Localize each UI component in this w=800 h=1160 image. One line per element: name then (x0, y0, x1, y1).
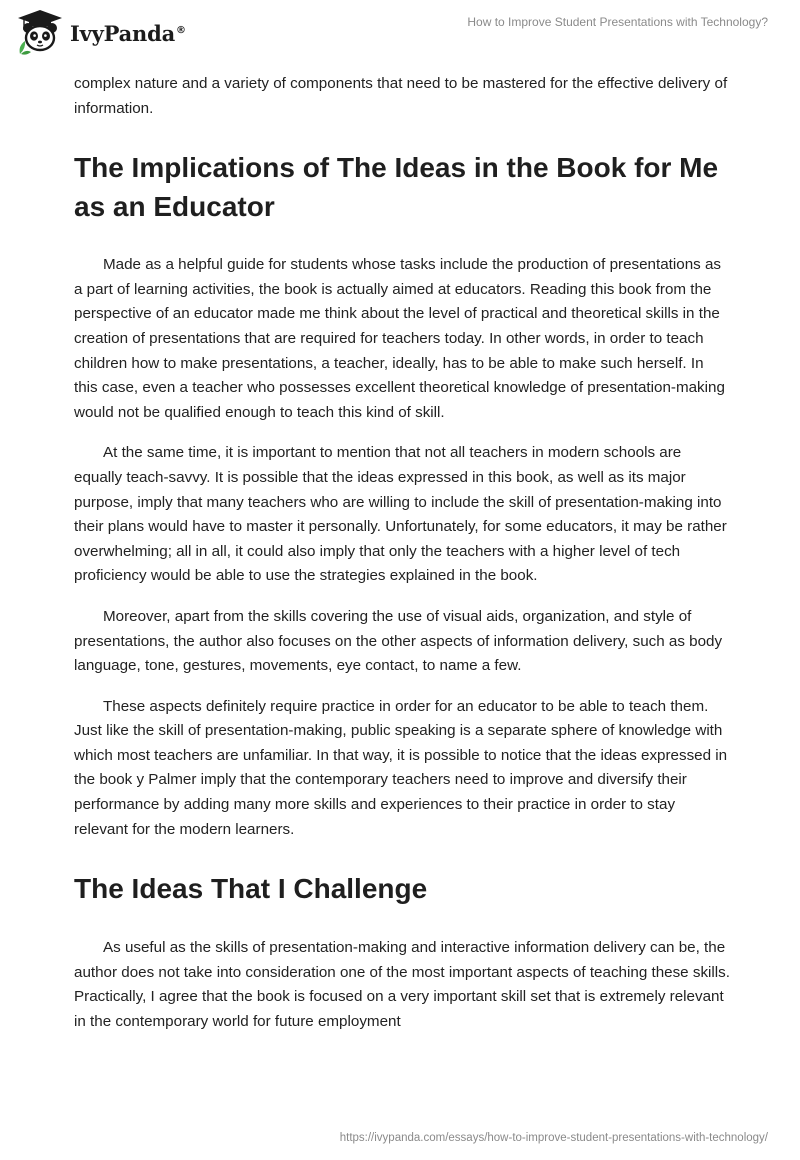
page-header (0, 0, 800, 60)
section-heading-implications: The Implications of The Ideas in the Book for Me as an Educator (74, 152, 719, 223)
body-paragraph: As useful as the skills of presentation-making and interactive information delivery can be, the author does not take into consideration one of the most important aspects of teaching these skills. Practically, I agree that the book is focused on a very important skill set that is extremely relevant in the contemporary world for future employment (74, 939, 730, 1031)
body-paragraph: Made as a helpful guide for students whose tasks include the production of presentations as a part of learning activities, the book is actually aimed at educators. Reading this book from the perspective of an educator made me think about the level of practical and theoretical skills in the creation of presentations that are required for teachers today. In other words, in order to teach children how to make presentations, a teacher, ideally, has to be able to make such herself. In this case, even a teacher who possesses excellent theoretical knowledge of presentation-making would not be qualified enough to teach this kind of skill. (74, 256, 725, 421)
body-paragraph: At the same time, it is important to mention that not all teachers in modern schools are equally teach-savvy. It is possible that the ideas expressed in this book, as well as its major purpose, imply that many teachers who are willing to include the skill of presentation-making into their plans would have to master it personally. Unfortunately, for some educators, it may be rather overwhelming; all in all, it could also imply that only the teachers with a higher level of tech proficiency would be able to use the strategies explained in the book. (74, 444, 727, 585)
logo-text: IvyPanda® (70, 20, 186, 46)
panda-graduate-icon (14, 8, 66, 56)
body-paragraph: These aspects definitely require practice in order for an educator to be able to teach them. Just like the skill of presentation-making, public speaking is a separate sphere of knowledge with which most teachers are unfamiliar. In that way, it is possible to notice that the ideas expressed in the book y Palmer imply that the contemporary teachers need to improve and diversify their performance by adding many more skills and experiences to their practice in order to stay relevant for the modern learners. (74, 697, 728, 838)
body-paragraph: Moreover, apart from the skills covering the use of visual aids, organization, and style of presentations, the author also focuses on the other aspects of information delivery, such as body language, tone, gestures, movements, eye contact, to name a few. (74, 607, 723, 675)
source-url[interactable]: https://ivypanda.com/essays/how-to-improve-student-presentations-with-technology/ (339, 1132, 768, 1144)
section-heading-challenge: The Ideas That I Challenge (74, 873, 428, 905)
essay-body (74, 72, 730, 1035)
ivypanda-logo[interactable] (14, 8, 186, 56)
intro-paragraph-tail: complex nature and a variety of components that need to be mastered for the effective delivery of information. (74, 75, 728, 117)
document-title: How to Improve Student Presentations with Technology? (467, 15, 768, 29)
